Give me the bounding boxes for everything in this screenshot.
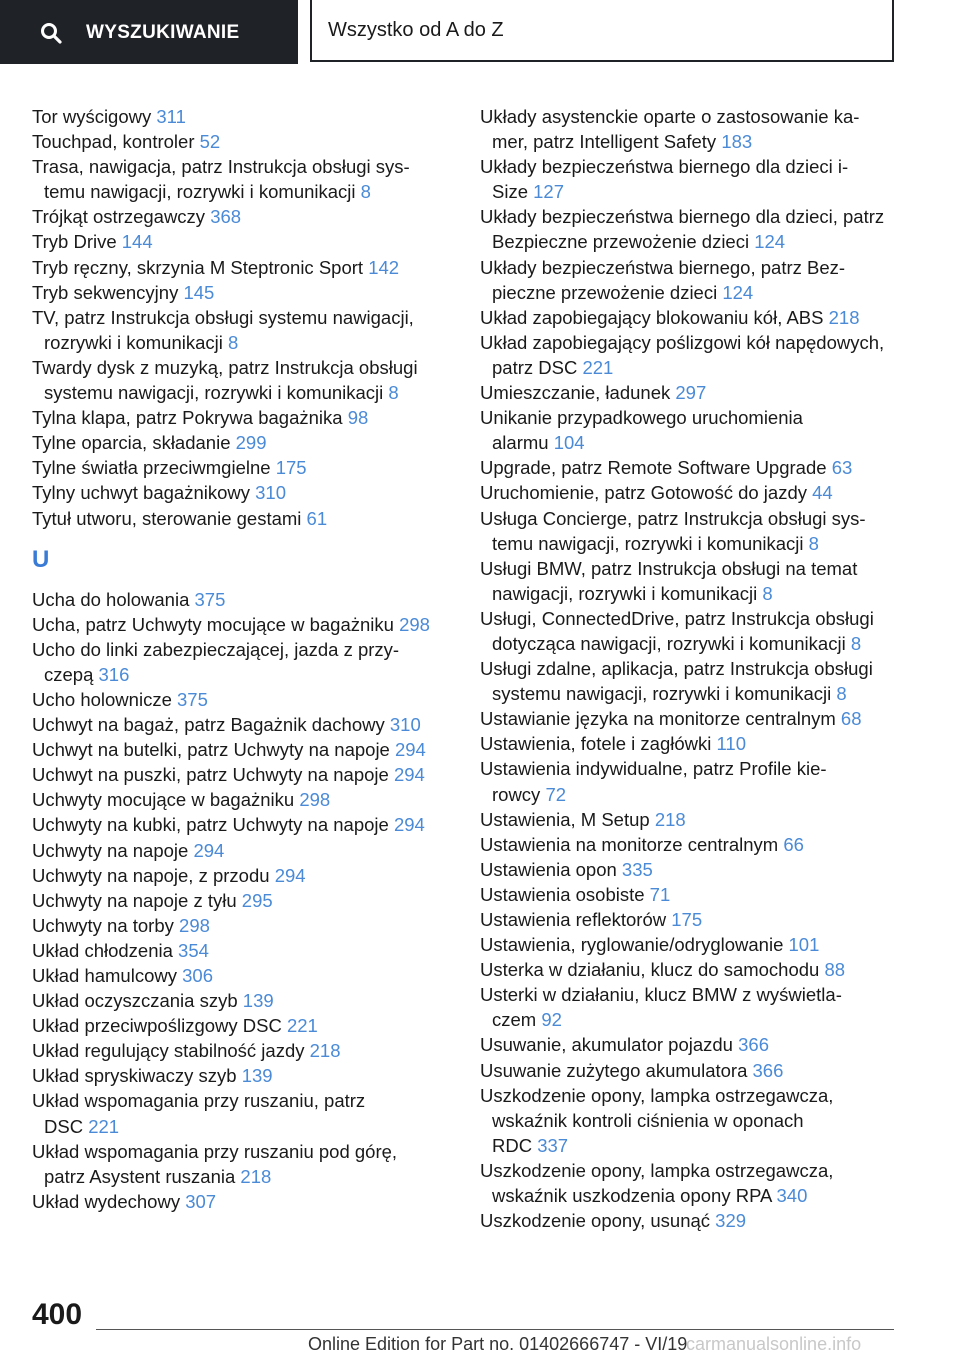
index-entry xyxy=(480,932,900,957)
index-entry-text: Układy bezpieczeństwa biernego dla dzieci i- xyxy=(480,156,849,178)
index-entry xyxy=(32,737,452,762)
page-reference-link[interactable]: 8 xyxy=(388,382,399,404)
index-entry xyxy=(480,832,900,857)
index-entry-text: Tryb ręczny, skrzynia M Steptronic Sport xyxy=(32,256,364,278)
index-entry-text: Układy bezpieczeństwa biernego dla dzieci, patrz xyxy=(480,206,885,228)
index-entry-text: Ucha, patrz Uchwyty mocujące w bagażniku xyxy=(32,613,394,635)
index-entry xyxy=(32,687,452,712)
index-entry xyxy=(480,606,900,631)
index-entry-text: Ustawienia, fotele i zagłówki xyxy=(480,733,712,755)
index-entry-text: DSC xyxy=(44,1115,84,1137)
index-entry-text: Układy asystenckie oparte o zastosowanie ka- xyxy=(480,106,860,127)
index-entry xyxy=(32,129,452,154)
index-entry xyxy=(480,405,900,430)
index-entry xyxy=(32,104,452,129)
page-reference-link[interactable]: 375 xyxy=(194,588,226,610)
page-reference-link[interactable]: 8 xyxy=(808,532,819,554)
page-reference-link[interactable]: 218 xyxy=(654,808,686,830)
index-entry-text: Ustawienia na monitorze centralnym xyxy=(480,833,779,855)
index-entry-text: Układ przeciwpoślizgowy DSC xyxy=(32,1015,282,1037)
page-reference-link[interactable]: 139 xyxy=(242,990,274,1012)
index-entry xyxy=(32,1189,452,1214)
index-entry-text: pieczne przewożenie dzieci xyxy=(492,281,718,303)
index-entry-continuation xyxy=(32,662,452,687)
page-reference-link[interactable]: 88 xyxy=(824,959,846,981)
index-entry-text: wskaźnik uszkodzenia opony RPA xyxy=(492,1185,772,1207)
index-entry xyxy=(32,430,452,455)
index-entry xyxy=(480,982,900,1007)
page-reference-link[interactable]: 218 xyxy=(309,1040,341,1062)
index-entry-continuation xyxy=(32,1164,452,1189)
index-entry-text: Twardy dysk z muzyką, patrz Instrukcja obsługi xyxy=(32,356,418,378)
page-reference-link[interactable]: 71 xyxy=(649,883,671,905)
page-reference-link[interactable]: 329 xyxy=(715,1210,747,1232)
page-reference-link[interactable]: 311 xyxy=(156,106,186,127)
index-entry xyxy=(32,787,452,812)
index-entry-text: wskaźnik kontroli ciśnienia w oponach xyxy=(492,1109,804,1131)
index-entry-text: Układ zapobiegający blokowaniu kół, ABS xyxy=(480,306,824,328)
page-reference-link[interactable]: 294 xyxy=(393,814,425,836)
index-entry xyxy=(32,1088,452,1113)
index-entry xyxy=(480,857,900,882)
index-entry-text: Ucho holownicze xyxy=(32,688,172,710)
page-reference-link[interactable]: 294 xyxy=(274,864,306,886)
index-entry xyxy=(32,587,452,612)
index-entry-text: Uruchomienie, patrz Gotowość do jazdy xyxy=(480,482,807,504)
index-entry-text: Tylny uchwyt bagażnikowy xyxy=(32,482,250,504)
index-entry-text: Usuwanie, akumulator pojazdu xyxy=(480,1034,733,1056)
page-reference-link[interactable]: 298 xyxy=(179,914,210,936)
index-entry-continuation xyxy=(480,1007,900,1032)
index-entry-text: systemu nawigacji, rozrywki i komunikacji xyxy=(492,683,832,705)
index-entry-continuation xyxy=(32,330,452,355)
page-reference-link[interactable]: 61 xyxy=(306,507,328,529)
page-reference-link[interactable]: 139 xyxy=(241,1065,273,1087)
index-entry-text: rozrywki i komunikacji xyxy=(44,331,223,353)
index-entry-text: Układ hamulcowy xyxy=(32,965,177,986)
footer-edition-text: Online Edition for Part no. 01402666747 - VI/19 xyxy=(308,1334,688,1354)
index-entry-text: czepą xyxy=(44,663,94,685)
page-reference-link[interactable]: 124 xyxy=(722,281,754,303)
index-entry xyxy=(32,355,452,380)
page-reference-link[interactable]: 299 xyxy=(235,432,267,454)
index-entry-text: Układ spryskiwaczy szyb xyxy=(32,1065,237,1087)
page-reference-link[interactable]: 124 xyxy=(754,231,786,253)
index-entry-continuation xyxy=(480,531,900,556)
index-entry-text: Uchwyt na butelki, patrz Uchwyty na napoje xyxy=(32,739,390,761)
section-title-tab[interactable] xyxy=(310,0,894,62)
index-entry-continuation xyxy=(480,782,900,807)
page-reference-link[interactable]: 72 xyxy=(545,783,567,805)
index-group-t xyxy=(32,104,452,531)
index-entry-continuation xyxy=(480,631,900,656)
index-entry xyxy=(32,280,452,305)
index-entry-text: Usługa Concierge, patrz Instrukcja obsługi sys- xyxy=(480,507,866,529)
page-reference-link[interactable]: 8 xyxy=(228,331,239,353)
index-entry xyxy=(480,731,900,756)
page-reference-link[interactable]: 221 xyxy=(286,1015,318,1037)
index-entry xyxy=(480,1208,900,1233)
index-entry-continuation xyxy=(480,229,900,254)
index-entry xyxy=(32,480,452,505)
index-entry xyxy=(480,204,900,229)
page-reference-link[interactable]: 294 xyxy=(193,839,225,861)
index-entry xyxy=(32,762,452,787)
page-reference-link[interactable]: 8 xyxy=(850,632,862,654)
index-entry-text: alarmu xyxy=(492,432,549,454)
index-entry-text: systemu nawigacji, rozrywki i komunikacji xyxy=(44,382,384,404)
index-entry-text: nawigacji, rozrywki i komunikacji xyxy=(492,582,758,604)
page-reference-link[interactable]: 306 xyxy=(182,965,213,986)
page-reference-link[interactable]: 127 xyxy=(533,181,565,203)
index-entry-text: Usterka w działaniu, klucz do samochodu xyxy=(480,959,820,981)
index-entry-text: Ucha do holowania xyxy=(32,588,190,610)
index-entry-text: Uchwyty na napoje z tyłu xyxy=(32,889,237,911)
index-entry-text: Układ zapobiegający poślizgowi kół napędowych, xyxy=(480,331,885,353)
page-reference-link[interactable]: 183 xyxy=(721,131,753,153)
index-entry xyxy=(32,305,452,330)
page-reference-link[interactable]: 340 xyxy=(776,1185,808,1207)
page-reference-link[interactable]: 175 xyxy=(671,909,703,930)
index-entry-text: Układ chłodzenia xyxy=(32,939,173,961)
index-entry-text: Układ regulujący stabilność jazdy xyxy=(32,1040,305,1062)
page-reference-link[interactable]: 92 xyxy=(541,1009,562,1031)
index-entry-text: czem xyxy=(492,1009,537,1031)
index-entry xyxy=(480,706,900,731)
index-entry xyxy=(480,957,900,982)
index-entry-text: Tor wyścigowy xyxy=(32,106,152,127)
page-reference-link[interactable]: 8 xyxy=(836,683,847,705)
index-entry-text: patrz Asystent ruszania xyxy=(44,1165,236,1187)
page-reference-link[interactable]: 110 xyxy=(716,733,746,755)
search-tab[interactable] xyxy=(0,0,298,64)
index-entry-text: Tylna klapa, patrz Pokrywa bagażnika xyxy=(32,407,343,429)
page-reference-link[interactable]: 221 xyxy=(582,356,614,378)
index-letter-heading: U xyxy=(32,545,50,573)
page-reference-link[interactable]: 368 xyxy=(210,206,242,228)
index-entry xyxy=(32,637,452,662)
index-entry-text: Uchwyty na torby xyxy=(32,914,174,936)
page-reference-link[interactable]: 298 xyxy=(399,613,430,635)
page-reference-link[interactable]: 354 xyxy=(178,939,209,961)
index-entry xyxy=(480,807,900,832)
index-entry-text: TV, patrz Instrukcja obsługi systemu nawigacji, xyxy=(32,306,414,328)
index-entry-text: rowcy xyxy=(492,783,541,805)
page-reference-link[interactable]: 8 xyxy=(360,181,371,203)
page-reference-link[interactable]: 98 xyxy=(347,407,369,429)
index-entry-text: Ucho do linki zabezpieczającej, jazda z przy- xyxy=(32,638,400,660)
page-reference-link[interactable]: 337 xyxy=(537,1134,569,1156)
index-entry-text: Touchpad, kontroler xyxy=(32,131,195,153)
index-entry-text: temu nawigacji, rozrywki i komunikacji xyxy=(44,181,356,203)
index-entry xyxy=(32,963,452,988)
index-entry-text: Ustawienia, M Setup xyxy=(480,808,650,830)
page-reference-link[interactable]: 375 xyxy=(177,688,208,710)
index-entry xyxy=(32,812,452,837)
index-entry-continuation xyxy=(480,129,900,154)
index-entry xyxy=(32,229,452,254)
page-reference-link[interactable]: 298 xyxy=(299,789,331,811)
index-entry-text: Upgrade, patrz Remote Software Upgrade xyxy=(480,457,827,479)
index-entry xyxy=(32,204,452,229)
index-entry-text: RDC xyxy=(492,1134,533,1156)
index-entry-text: Uchwyty na napoje xyxy=(32,839,189,861)
index-column-right xyxy=(480,104,900,1233)
index-entry xyxy=(480,1032,900,1057)
index-entry-text: Uchwyty na napoje, z przodu xyxy=(32,864,270,886)
index-entry xyxy=(480,1058,900,1083)
page-reference-link[interactable]: 316 xyxy=(98,663,130,685)
page-reference-link[interactable]: 66 xyxy=(783,833,804,855)
index-entry xyxy=(480,506,900,531)
page-reference-link[interactable]: 68 xyxy=(840,708,862,730)
index-entry-continuation xyxy=(32,179,452,204)
index-entry-continuation xyxy=(32,1114,452,1139)
index-entry-text: Tryb Drive xyxy=(32,231,117,253)
index-entry-text: Tylne oparcia, składanie xyxy=(32,432,231,454)
index-entry xyxy=(480,480,900,505)
page-reference-link[interactable]: 294 xyxy=(394,739,426,761)
index-entry-text: temu nawigacji, rozrywki i komunikacji xyxy=(492,532,804,554)
page-reference-link[interactable]: 307 xyxy=(185,1190,217,1212)
index-entry-text: mer, patrz Intelligent Safety xyxy=(492,131,717,153)
page-reference-link[interactable]: 8 xyxy=(762,582,773,604)
index-entry xyxy=(480,380,900,405)
index-entry-continuation xyxy=(480,355,900,380)
index-entry xyxy=(32,455,452,480)
index-entry-text: Size xyxy=(492,181,528,203)
index-entry-text: Ustawienia indywidualne, patrz Profile kie- xyxy=(480,758,827,780)
page-reference-link[interactable]: 218 xyxy=(240,1165,272,1187)
page-reference-link[interactable]: 175 xyxy=(275,457,307,479)
index-entry-text: Ustawienia opon xyxy=(480,858,617,880)
index-entry-text: Uszkodzenie opony, usunąć xyxy=(480,1210,711,1232)
page-reference-link[interactable]: 335 xyxy=(621,858,653,880)
search-icon xyxy=(40,22,62,44)
page-reference-link[interactable]: 294 xyxy=(393,764,425,786)
index-entry-text: Tylne światła przeciwmgielne xyxy=(32,457,271,479)
index-entry-text: Usługi, ConnectedDrive, patrz Instrukcja obsługi xyxy=(480,607,874,629)
index-entry-continuation xyxy=(480,681,900,706)
index-entry-continuation xyxy=(480,280,900,305)
index-entry xyxy=(480,255,900,280)
search-tab-label: WYSZUKIWANIE xyxy=(86,22,240,43)
index-group-u-continued xyxy=(480,104,900,1233)
index-entry xyxy=(480,1083,900,1108)
index-entry-text: Bezpieczne przewożenie dzieci xyxy=(492,231,750,253)
page-reference-link[interactable]: 221 xyxy=(88,1115,120,1137)
page-reference-link[interactable]: 310 xyxy=(389,714,421,736)
top-navigation-bar xyxy=(0,0,960,66)
index-entry-text: Tryb sekwencyjny xyxy=(32,281,179,303)
page-reference-link[interactable]: 52 xyxy=(199,131,221,153)
index-entry-continuation xyxy=(32,380,452,405)
index-entry-text: Układ wspomagania przy ruszaniu pod górę, xyxy=(32,1140,398,1162)
index-entry xyxy=(32,612,452,637)
index-entry xyxy=(32,863,452,888)
index-entry-text: Uchwyty na kubki, patrz Uchwyty na napoje xyxy=(32,814,389,836)
page-reference-link[interactable]: 144 xyxy=(121,231,153,253)
index-entry xyxy=(32,1139,452,1164)
index-entry-text: dotycząca nawigacji, rozrywki i komunikacji xyxy=(492,632,846,654)
page-reference-link[interactable]: 297 xyxy=(675,382,707,404)
page-reference-link[interactable]: 366 xyxy=(752,1059,784,1081)
index-entry xyxy=(32,988,452,1013)
footer-divider xyxy=(96,1329,894,1330)
index-entry-text: Trójkąt ostrzegawczy xyxy=(32,206,206,228)
footer-watermark: carmanualsonline.info xyxy=(686,1334,862,1354)
index-entry xyxy=(480,154,900,179)
page-number: 400 xyxy=(32,1298,83,1331)
index-entry-text: Usługi BMW, patrz Instrukcja obsługi na temat xyxy=(480,557,858,579)
index-entry xyxy=(32,913,452,938)
index-entry xyxy=(480,656,900,681)
section-title: Wszystko od A do Z xyxy=(328,19,504,41)
index-entry xyxy=(32,1038,452,1063)
index-entry xyxy=(32,938,452,963)
index-entry xyxy=(32,255,452,280)
index-entry-text: Unikanie przypadkowego uruchomienia xyxy=(480,407,803,429)
page-reference-link[interactable]: 142 xyxy=(368,256,400,278)
index-entry xyxy=(32,888,452,913)
index-entry-text: Uszkodzenie opony, lampka ostrzegawcza, xyxy=(480,1159,834,1181)
index-entry xyxy=(32,506,452,531)
page-reference-link[interactable]: 310 xyxy=(255,482,287,504)
page-reference-link[interactable]: 44 xyxy=(812,482,833,504)
index-entry xyxy=(480,455,900,480)
index-entry xyxy=(480,907,900,932)
page-reference-link[interactable]: 63 xyxy=(831,457,853,479)
page-reference-link[interactable]: 104 xyxy=(553,432,585,454)
index-entry-text: patrz DSC xyxy=(492,356,578,378)
index-entry-text: Umieszczanie, ładunek xyxy=(480,382,671,404)
index-entry-text: Układ oczyszczania szyb xyxy=(32,990,238,1012)
index-entry-continuation xyxy=(480,581,900,606)
page-reference-link[interactable]: 145 xyxy=(183,281,215,303)
index-entry-text: Ustawienia, ryglowanie/odryglowanie xyxy=(480,934,784,956)
index-entry xyxy=(32,154,452,179)
index-entry xyxy=(480,882,900,907)
index-entry-text: Tytuł utworu, sterowanie gestami xyxy=(32,507,302,529)
index-entry xyxy=(480,330,900,355)
page-reference-link[interactable]: 366 xyxy=(738,1034,769,1056)
index-entry-continuation xyxy=(480,179,900,204)
index-entry-text: Usługi zdalne, aplikacja, patrz Instrukcja obsługi xyxy=(480,658,873,680)
index-entry xyxy=(32,1013,452,1038)
index-entry xyxy=(480,305,900,330)
index-column-left xyxy=(32,104,452,1214)
index-entry-text: Układy bezpieczeństwa biernego, patrz Bez- xyxy=(480,256,846,278)
index-entry-continuation xyxy=(480,430,900,455)
index-entry xyxy=(480,756,900,781)
index-entry xyxy=(480,556,900,581)
index-entry-text: Usuwanie zużytego akumulatora xyxy=(480,1059,748,1081)
index-entry xyxy=(480,104,900,129)
index-entry xyxy=(32,405,452,430)
page-reference-link[interactable]: 295 xyxy=(241,889,273,911)
page-reference-link[interactable]: 101 xyxy=(788,934,820,956)
page-reference-link[interactable]: 218 xyxy=(828,306,860,328)
index-entry-continuation xyxy=(480,1133,900,1158)
index-entry-text: Układ wydechowy xyxy=(32,1190,181,1212)
index-entry xyxy=(32,712,452,737)
index-entry-text: Ustawienia reflektorów xyxy=(480,909,667,930)
index-entry xyxy=(480,1158,900,1183)
index-entry-text: Ustawienia osobiste xyxy=(480,883,645,905)
index-entry-text: Uchwyt na bagaż, patrz Bagażnik dachowy xyxy=(32,714,385,736)
index-entry-text: Ustawianie języka na monitorze centralnym xyxy=(480,708,836,730)
index-entry xyxy=(32,838,452,863)
index-entry-text: Trasa, nawigacja, patrz Instrukcja obsługi sys- xyxy=(32,156,410,178)
index-entry-text: Uchwyty mocujące w bagażniku xyxy=(32,789,295,811)
index-entry-continuation xyxy=(480,1108,900,1133)
index-group-u xyxy=(32,587,452,1214)
index-entry-text: Uchwyt na puszki, patrz Uchwyty na napoje xyxy=(32,764,389,786)
index-entry-continuation xyxy=(480,1183,900,1208)
index-entry-text: Uszkodzenie opony, lampka ostrzegawcza, xyxy=(480,1084,834,1106)
index-entry-text: Układ wspomagania przy ruszaniu, patrz xyxy=(32,1090,366,1112)
index-entry xyxy=(32,1063,452,1088)
index-entry-text: Usterki w działaniu, klucz BMW z wyświetla- xyxy=(480,984,842,1006)
